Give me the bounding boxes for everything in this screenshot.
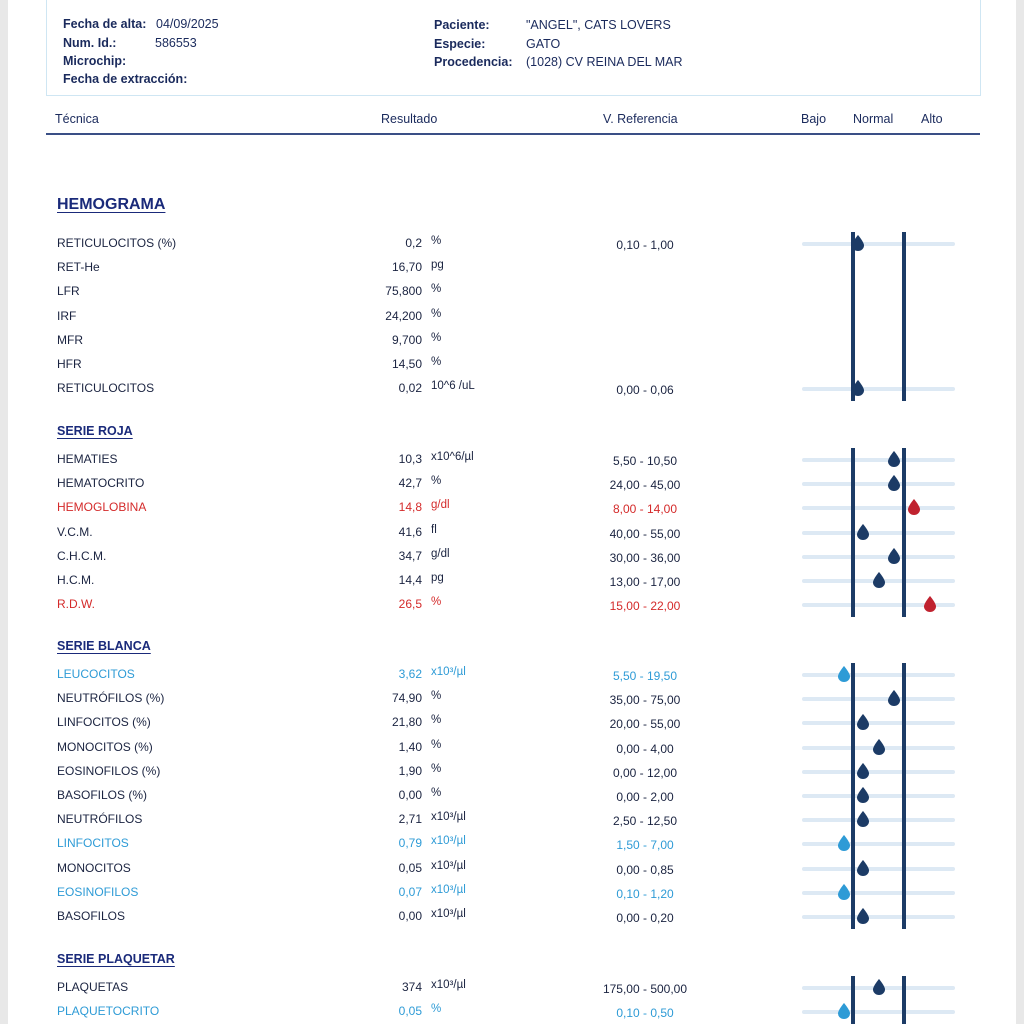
test-name: HEMATOCRITO: [57, 476, 145, 491]
reference-range: 0,10 - 0,50: [616, 1006, 674, 1021]
test-name: LINFOCITOS (%): [57, 715, 151, 730]
test-name: LINFOCITOS: [57, 836, 129, 851]
result-value: 1,40: [398, 739, 422, 754]
result-value: 0,07: [398, 884, 422, 899]
especie-value: GATO: [526, 37, 561, 51]
result-unit: %: [431, 235, 442, 247]
procedencia-value: (1028) CV REINA DEL MAR: [526, 55, 683, 69]
lower-limit-bar: [851, 232, 855, 401]
upper-limit-bar: [902, 232, 906, 401]
reference-range: 8,00 - 14,00: [612, 502, 678, 517]
reference-range: 5,50 - 19,50: [612, 669, 678, 683]
num-id-value: 586553: [155, 36, 197, 50]
test-name: PLAQUETOCRITO: [57, 1004, 160, 1019]
result-marker-icon: [887, 690, 901, 706]
result-unit: x10³/µl: [431, 979, 466, 991]
table-row: [0, 573, 1024, 597]
test-name: LEUCOCITOS: [57, 667, 135, 681]
gauge-track: [802, 387, 955, 391]
col-resultado: Resultado: [381, 112, 438, 126]
result-marker-icon: [856, 787, 870, 803]
result-value: 0,00: [398, 788, 422, 802]
result-unit: %: [431, 738, 442, 751]
test-name: C.H.C.M.: [57, 548, 107, 563]
reference-range: 0,10 - 1,00: [616, 238, 674, 252]
result-value: 0,05: [398, 1004, 422, 1019]
result-value: 34,7: [398, 548, 422, 563]
table-row: [0, 691, 1024, 715]
gauge-track: [802, 697, 955, 701]
gauge-track: [802, 721, 955, 725]
result-unit: %: [431, 475, 442, 488]
upper-limit-bar: [902, 663, 906, 929]
num-id-label: Num. Id.:: [63, 36, 117, 50]
paciente-label: Paciente:: [434, 18, 490, 32]
column-header-rule: [46, 133, 980, 135]
table-row: [0, 667, 1024, 691]
result-unit: g/dl: [431, 499, 450, 512]
result-value: 26,5: [398, 597, 422, 612]
result-marker-icon: [856, 811, 870, 827]
test-name: NEUTRÓFILOS: [57, 812, 143, 827]
table-row: [0, 260, 1024, 284]
result-marker-icon: [923, 596, 937, 612]
result-unit: %: [431, 283, 442, 296]
gauge-track: [802, 867, 955, 871]
table-row: [0, 715, 1024, 739]
col-normal: Normal: [853, 112, 894, 126]
result-value: 0,2: [405, 236, 422, 250]
table-row: [0, 284, 1024, 308]
result-unit: x10³/µl: [431, 908, 466, 920]
table-row: [0, 764, 1024, 788]
table-row: [0, 836, 1024, 860]
col-bajo: Bajo: [801, 112, 827, 126]
result-unit: pg: [431, 572, 444, 584]
test-name: EOSINOFILOS: [57, 884, 139, 899]
result-unit: x10³/µl: [431, 666, 466, 678]
result-marker-icon: [887, 451, 901, 467]
result-value: 9,700: [391, 332, 422, 347]
gauge-track: [802, 891, 955, 895]
result-value: 1,90: [398, 763, 422, 778]
table-row: [0, 740, 1024, 764]
reference-range: 0,00 - 0,85: [616, 862, 674, 877]
result-value: 0,00: [398, 909, 422, 923]
upper-limit-bar: [902, 976, 906, 1024]
result-value: 3,62: [398, 667, 422, 681]
upper-limit-bar: [902, 448, 906, 617]
microchip-label: Microchip:: [63, 54, 127, 68]
result-value: 41,6: [398, 524, 422, 539]
test-name: V.C.M.: [57, 524, 93, 539]
section-title: HEMOGRAMA: [57, 196, 166, 213]
table-row: [0, 909, 1024, 933]
reference-range: 5,50 - 10,50: [612, 454, 678, 468]
result-unit: x10³/µl: [431, 859, 466, 872]
reference-range: 13,00 - 17,00: [609, 575, 681, 589]
result-unit: %: [431, 331, 442, 344]
gauge-track: [802, 242, 955, 246]
result-marker-icon: [856, 763, 870, 779]
result-value: 14,8: [398, 500, 422, 515]
result-value: 0,05: [398, 860, 422, 875]
result-marker-icon: [872, 572, 886, 588]
table-row: [0, 309, 1024, 333]
test-name: NEUTRÓFILOS (%): [57, 691, 165, 706]
result-unit: %: [431, 596, 442, 609]
fecha-alta-label: Fecha de alta:: [63, 17, 147, 31]
result-value: 0,02: [398, 381, 422, 396]
reference-range: 0,00 - 12,00: [612, 765, 678, 780]
section-title: SERIE PLAQUETAR: [57, 952, 175, 966]
fecha-extraccion-label: Fecha de extracción:: [63, 72, 188, 86]
test-name: RETICULOCITOS (%): [57, 236, 177, 250]
table-row: [0, 549, 1024, 573]
gauge-track: [802, 794, 955, 798]
result-value: 14,4: [398, 573, 422, 587]
result-unit: %: [431, 714, 442, 727]
table-row: [0, 452, 1024, 476]
reference-range: 20,00 - 55,00: [609, 717, 681, 732]
table-row: [0, 236, 1024, 260]
test-name: BASOFILOS (%): [57, 788, 148, 802]
gauge-track: [802, 818, 955, 822]
table-row: [0, 980, 1024, 1004]
table-row: [0, 500, 1024, 524]
result-marker-icon: [856, 860, 870, 876]
result-value: 16,70: [391, 260, 422, 275]
especie-label: Especie:: [434, 37, 486, 51]
table-row: [0, 1004, 1024, 1028]
test-name: R.D.W.: [57, 597, 95, 612]
reference-range: 15,00 - 22,00: [609, 599, 681, 614]
result-value: 21,80: [391, 715, 422, 730]
reference-range: 0,00 - 2,00: [616, 790, 674, 804]
result-value: 14,50: [391, 357, 422, 371]
test-name: MONOCITOS (%): [57, 739, 153, 754]
col-alto: Alto: [921, 112, 943, 126]
result-unit: %: [431, 1003, 442, 1016]
result-marker-icon: [856, 714, 870, 730]
result-marker-icon: [872, 979, 886, 995]
table-row: [0, 788, 1024, 812]
gauge-track: [802, 506, 955, 510]
reference-range: 24,00 - 45,00: [609, 478, 681, 493]
reference-range: 1,50 - 7,00: [616, 838, 674, 853]
reference-range: 2,50 - 12,50: [612, 814, 678, 829]
section-title: SERIE BLANCA: [57, 639, 151, 653]
table-row: [0, 885, 1024, 909]
lower-limit-bar: [851, 663, 855, 929]
reference-range: 35,00 - 75,00: [609, 693, 681, 708]
result-value: 374: [401, 980, 422, 994]
result-marker-icon: [887, 548, 901, 564]
test-name: H.C.M.: [57, 573, 95, 587]
result-value: 24,200: [385, 308, 422, 323]
gauge-track: [802, 770, 955, 774]
reference-range: 0,00 - 4,00: [616, 741, 674, 756]
lower-limit-bar: [851, 976, 855, 1024]
reference-range: 0,10 - 1,20: [616, 886, 674, 901]
result-marker-icon: [837, 884, 851, 900]
result-unit: %: [431, 762, 442, 775]
result-marker-icon: [837, 666, 851, 682]
table-row: [0, 476, 1024, 500]
result-value: 42,7: [398, 476, 422, 491]
gauge-track: [802, 673, 955, 677]
test-name: RETICULOCITOS: [57, 381, 155, 396]
result-marker-icon: [856, 908, 870, 924]
result-marker-icon: [907, 499, 921, 515]
gauge-track: [802, 555, 955, 559]
lower-limit-bar: [851, 448, 855, 617]
table-row: [0, 525, 1024, 549]
result-value: 74,90: [391, 691, 422, 706]
result-marker-icon: [872, 739, 886, 755]
result-unit: x10³/µl: [431, 811, 466, 824]
reference-range: 175,00 - 500,00: [602, 982, 688, 996]
test-name: HEMATIES: [57, 452, 118, 466]
procedencia-label: Procedencia:: [434, 55, 513, 69]
result-unit: %: [431, 690, 442, 703]
table-row: [0, 357, 1024, 381]
result-marker-icon: [856, 524, 870, 540]
test-name: MFR: [57, 332, 83, 347]
gauge-track: [802, 482, 955, 486]
fecha-alta-value: 04/09/2025: [156, 17, 219, 31]
reference-range: 30,00 - 36,00: [609, 550, 681, 565]
result-unit: fl: [431, 523, 437, 536]
test-name: BASOFILOS: [57, 909, 126, 923]
gauge-track: [802, 458, 955, 462]
table-row: [0, 861, 1024, 885]
result-marker-icon: [837, 835, 851, 851]
result-value: 10,3: [398, 452, 422, 466]
result-unit: %: [431, 307, 442, 320]
result-marker-icon: [887, 475, 901, 491]
result-value: 75,800: [385, 284, 422, 299]
result-unit: %: [431, 356, 442, 368]
col-tecnica: Técnica: [55, 112, 99, 126]
table-row: [0, 812, 1024, 836]
section-title: SERIE ROJA: [57, 424, 133, 438]
gauge-track: [802, 842, 955, 846]
test-name: EOSINOFILOS (%): [57, 763, 161, 778]
result-marker-icon: [837, 1003, 851, 1019]
result-unit: %: [431, 787, 442, 799]
result-unit: x10^6/µl: [431, 451, 474, 463]
result-unit: g/dl: [431, 547, 450, 560]
reference-range: 0,00 - 0,06: [616, 383, 674, 398]
paciente-value: "ANGEL", CATS LOVERS: [526, 18, 671, 32]
result-value: 0,79: [398, 836, 422, 851]
test-name: RET-He: [57, 260, 100, 275]
col-referencia: V. Referencia: [603, 112, 678, 126]
test-name: PLAQUETAS: [57, 980, 129, 994]
gauge-track: [802, 1010, 955, 1014]
reference-range: 40,00 - 55,00: [609, 526, 681, 541]
result-unit: x10³/µl: [431, 883, 466, 896]
result-unit: pg: [431, 259, 444, 272]
table-row: [0, 597, 1024, 621]
result-unit: x10³/µl: [431, 835, 466, 848]
patient-header: [46, 0, 981, 96]
test-name: IRF: [57, 308, 77, 323]
result-unit: 10^6 /uL: [431, 380, 475, 393]
test-name: HEMOGLOBINA: [57, 500, 147, 515]
gauge-track: [802, 915, 955, 919]
reference-range: 0,00 - 0,20: [616, 911, 674, 925]
result-value: 2,71: [398, 812, 422, 827]
test-name: MONOCITOS: [57, 860, 131, 875]
test-name: HFR: [57, 357, 82, 371]
table-row: [0, 381, 1024, 405]
table-row: [0, 333, 1024, 357]
gauge-track: [802, 531, 955, 535]
test-name: LFR: [57, 284, 80, 299]
